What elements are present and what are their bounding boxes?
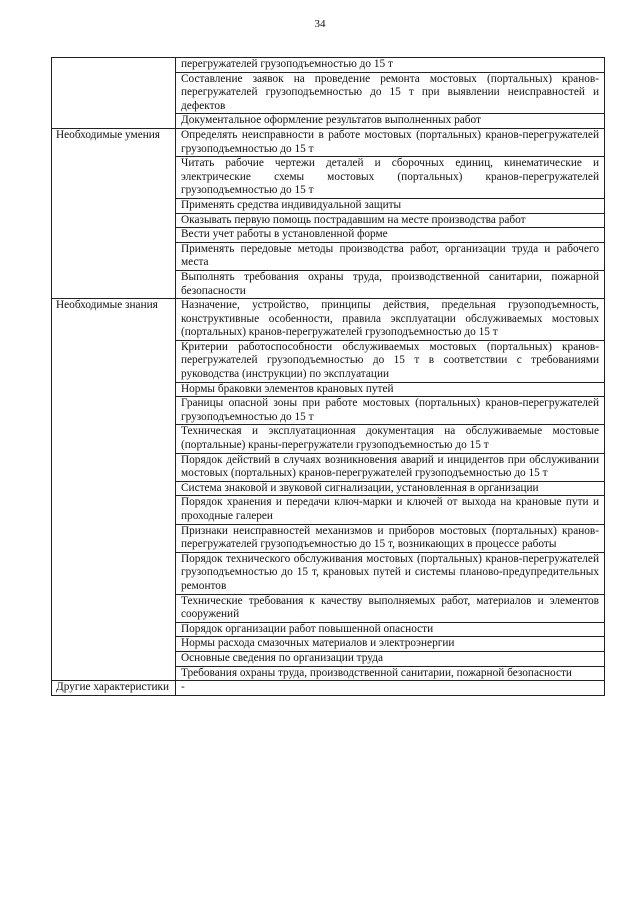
knowledge-item: Основные сведения по организации труда [176, 651, 605, 666]
knowledge-item: Порядок действий в случаях возникновения аварий и инцидентов при обслуживании мостовых (портальных) кранов-перегружателей грузоподъемностью до 15 т [176, 453, 605, 481]
knowledge-label: Необходимые знания [52, 299, 176, 681]
knowledge-item: Нормы расхода смазочных материалов и электроэнергии [176, 637, 605, 652]
knowledge-item: Технические требования к качеству выполняемых работ, материалов и элементов сооружений [176, 594, 605, 622]
table-cell: Составление заявок на проведение ремонта мостовых (портальных) кранов-перегружателей грузоподъемностью до 15 т при выявлении неисправностей и дефектов [176, 72, 605, 114]
skill-item: Выполнять требования охраны труда, производственной санитарии, пожарной безопасности [176, 270, 605, 298]
skill-item: Вести учет работы в установленной форме [176, 228, 605, 243]
knowledge-item: Назначение, устройство, принципы действия, предельная грузоподъемность, конструктивные особенности, правила эксплуатации обслуживаемых мостовых (портальных) кранов-перегружателей грузоподъемностью до 15 т [176, 299, 605, 341]
knowledge-item: Требования охраны труда, производственной санитарии, пожарной безопасности [176, 666, 605, 681]
table-row [52, 681, 605, 696]
knowledge-item: Границы опасной зоны при работе мостовых (портальных) кранов-перегружателей грузоподъемностью до 15 т [176, 397, 605, 425]
skill-item: Применять передовые методы производства работ, организации труда и рабочего места [176, 242, 605, 270]
knowledge-item: Система знаковой и звуковой сигнализации, установленная в организации [176, 481, 605, 496]
knowledge-item: Техническая и эксплуатационная документация на обслуживаемые мостовые (портальные) краны-перегружатели грузоподъемностью до 15 т [176, 425, 605, 453]
knowledge-item: Порядок хранения и передачи ключ-марки и ключей от выхода на крановые пути и проходные галереи [176, 496, 605, 524]
table-row [52, 58, 605, 73]
empty-label-cell [52, 58, 176, 129]
requirements-table [51, 57, 605, 696]
skill-item: Оказывать первую помощь пострадавшим на месте производства работ [176, 213, 605, 228]
other-label: Другие характеристики [52, 681, 176, 696]
other-value: - [176, 681, 605, 696]
knowledge-item: Порядок организации работ повышенной опасности [176, 622, 605, 637]
skill-item: Читать рабочие чертежи деталей и сборочных единиц, кинематические и электрические схемы мостовых (портальных) кранов-перегружателей грузоподъемностью до 15 т [176, 157, 605, 199]
table-row [52, 128, 605, 156]
skills-label: Необходимые умения [52, 128, 176, 298]
skill-item: Определять неисправности в работе мостовых (портальных) кранов-перегружателей грузоподъемностью до 15 т [176, 128, 605, 156]
knowledge-item: Нормы браковки элементов крановых путей [176, 382, 605, 397]
knowledge-item: Критерии работоспособности обслуживаемых мостовых (портальных) кранов-перегружателей грузоподъемностью до 15 т в соответствии с требованиями руководства (инструкции) по эксплуатации [176, 340, 605, 382]
table-row [52, 299, 605, 341]
knowledge-item: Признаки неисправностей механизмов и приборов мостовых (портальных) кранов-перегружателей грузоподъемностью до 15 т, возникающих в процессе работы [176, 524, 605, 552]
knowledge-item: Порядок технического обслуживания мостовых (портальных) кранов-перегружателей грузоподъемностью до 15 т, крановых путей и системы планово-предупредительных ремонтов [176, 552, 605, 594]
table-cell: Документальное оформление результатов выполненных работ [176, 114, 605, 129]
page-number: 34 [314, 18, 326, 30]
skill-item: Применять средства индивидуальной защиты [176, 198, 605, 213]
table-cell: перегружателей грузоподъемностью до 15 т [176, 58, 605, 73]
